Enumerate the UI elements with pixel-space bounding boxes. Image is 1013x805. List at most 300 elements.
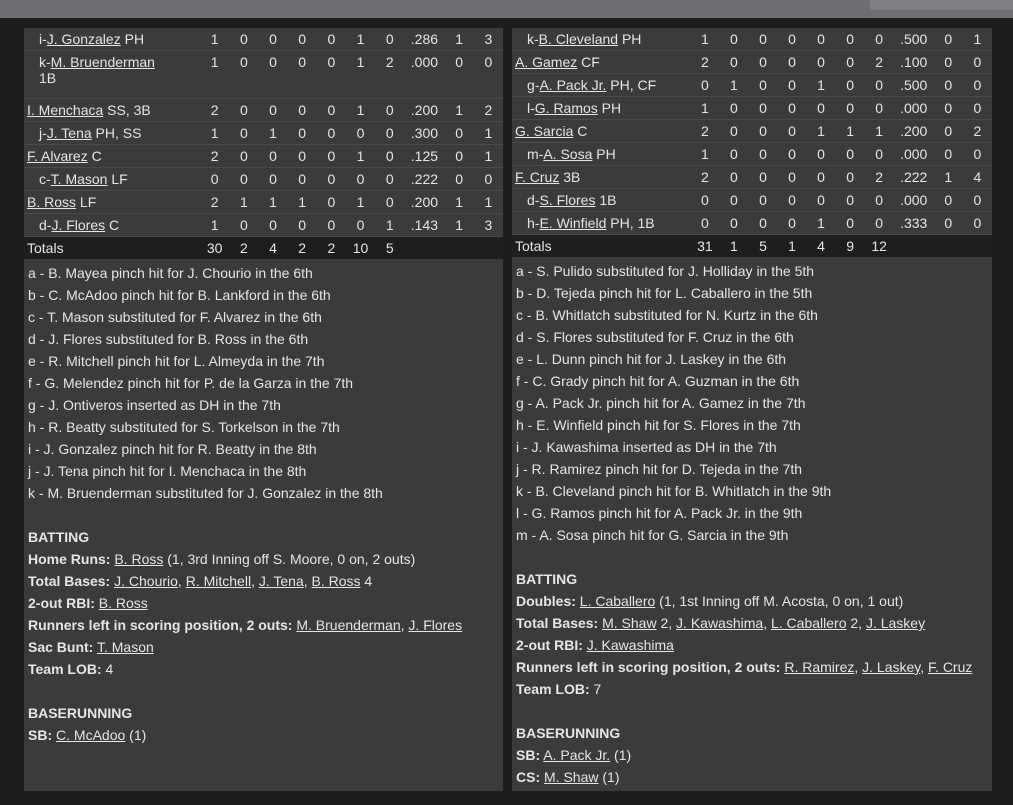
stat-cell: 0 [963,51,992,74]
table-row [512,212,992,235]
stat-cell: 0 [346,122,375,145]
substitution-note: b - C. McAdoo pinch hit for B. Lankford in the 6th [28,287,331,303]
substitution-note: a - S. Pulido substituted for J. Holliday in the 5th [516,263,815,279]
stat-cell: 0 [690,189,719,212]
stat-cell: 2 [690,51,719,74]
table-row [512,97,992,120]
stat-text: (1) [610,747,632,763]
stat-cell: 1 [258,191,287,214]
stat-cell: 0 [719,166,748,189]
substitution-note: d - J. Flores substituted for B. Ross in the 6th [28,331,309,347]
batting-stat-line [516,656,992,678]
player-link[interactable]: J. Kawashima [586,637,674,653]
stat-cell: 1 [346,28,375,51]
stat-cell: .000 [894,97,934,120]
stat-cell: .000 [894,189,934,212]
stat-cell: 0 [229,145,258,168]
player-position: 3B [559,169,581,185]
baserunning-stat-line [516,766,992,788]
player-link[interactable]: M. Bruenderman [296,617,401,633]
stat-label: Team LOB: [516,681,590,697]
stat-cell: 1 [288,191,317,214]
player-link[interactable]: R. Ramirez [784,659,855,675]
stat-text: (1) [598,769,620,785]
player-link[interactable]: A. Sosa [543,146,593,162]
stat-text: , [177,573,186,589]
stat-label: Doubles: [516,593,576,609]
totals-cell: 2 [288,237,317,260]
substitution-note: h - E. Winfield pinch hit for S. Flores in the 7th [516,417,801,433]
totals-cell [445,237,474,260]
stat-cell: 0 [690,212,719,235]
stat-cell: 0 [288,51,317,99]
stat-cell: 0 [934,28,963,51]
baserunning-stat-line [28,724,503,746]
totals-cell: 12 [865,235,894,258]
player-cell [512,74,690,97]
stat-cell: 0 [934,120,963,143]
totals-cell [404,237,444,260]
stat-cell: .000 [404,51,444,99]
stat-cell: 0 [748,212,777,235]
player-link[interactable]: F. Cruz [928,659,973,675]
sub-letter: d- [527,192,540,208]
stat-cell: 0 [836,212,865,235]
stat-cell: 0 [865,189,894,212]
stat-text: 2, [656,615,677,631]
stat-label: CS: [516,769,541,785]
totals-label: Totals [512,235,690,258]
stat-label: Home Runs: [28,551,111,567]
table-row [24,191,503,214]
stat-cell: 0 [934,212,963,235]
stat-cell: 0 [865,97,894,120]
spacer [28,680,503,702]
stat-cell: .000 [894,143,934,166]
stat-cell: 0 [719,212,748,235]
stat-cell: 2 [375,51,404,99]
stat-cell: 0 [836,189,865,212]
stat-cell: 0 [865,74,894,97]
stat-cell: 0 [963,143,992,166]
stat-text: , [303,573,312,589]
stat-cell: 0 [317,214,346,237]
stat-cell: 0 [474,168,503,191]
player-link[interactable]: R. Mitchell [185,573,252,589]
stat-cell: 0 [748,143,777,166]
stat-label: SB: [28,727,53,743]
player-position: PH, 1B [606,215,655,231]
stat-cell: 0 [719,97,748,120]
stat-cell: 2 [200,145,229,168]
totals-cell: 1 [778,235,807,258]
stat-text: , [763,615,771,631]
stat-cell: 0 [748,51,777,74]
stat-cell: 0 [807,97,836,120]
batting-stat-line [28,592,503,614]
player-link[interactable]: F. Alvarez [27,148,88,164]
batting-stat-line [28,570,503,592]
stat-cell: 1 [474,191,503,214]
totals-row [24,237,503,260]
stat-cell: 0 [807,51,836,74]
sub-letter: d- [39,217,52,233]
totals-cell: 30 [200,237,229,260]
substitution-note: c - T. Mason substituted for F. Alvarez in the 6th [28,309,322,325]
stat-label: Runners left in scoring position, 2 outs: [28,617,293,633]
player-link[interactable]: C. McAdoo [56,727,126,743]
substitution-note: m - A. Sosa pinch hit for G. Sarcia in the 9th [516,527,789,543]
stat-cell: 0 [778,97,807,120]
player-link[interactable]: J. Laskey [862,659,921,675]
stat-cell: 0 [317,191,346,214]
batting-heading: BATTING [516,571,578,587]
stat-cell: 0 [748,120,777,143]
batting-stat-line [516,634,992,656]
stat-cell: 0 [258,214,287,237]
stat-cell: 1 [865,120,894,143]
stat-cell: 1 [375,214,404,237]
player-link[interactable]: B. Ross [98,595,148,611]
player-link[interactable]: G. Ramos [534,100,598,116]
sub-letter: c- [39,171,51,187]
stat-cell: .286 [404,28,444,51]
player-link[interactable]: J. Gonzalez [46,31,121,47]
batting-heading: BATTING [28,529,90,545]
batting-table [512,28,992,257]
stat-cell: 1 [807,74,836,97]
substitution-note: e - R. Mitchell pinch hit for L. Almeyda in the 7th [28,353,325,369]
player-position: PH [592,146,616,162]
batting-stat-line [28,614,503,636]
stat-cell: 0 [229,214,258,237]
player-position: PH [597,100,622,116]
stat-cell: 0 [748,189,777,212]
stat-label: Team LOB: [28,661,102,677]
totals-cell [963,235,992,258]
player-link[interactable]: T. Mason [50,171,108,187]
stat-cell: 0 [807,143,836,166]
stat-cell: 1 [200,122,229,145]
substitution-note: l - G. Ramos pinch hit for A. Pack Jr. in the 9th [516,505,803,521]
stat-cell: 0 [778,51,807,74]
player-link[interactable]: A. Gamez [515,54,578,70]
sub-letter: i- [39,31,47,47]
totals-cell: 2 [317,237,346,260]
stat-cell: 1 [690,143,719,166]
player-link[interactable]: B. Ross [114,551,164,567]
player-cell [24,168,200,191]
stat-cell: 0 [836,97,865,120]
player-link[interactable]: B. Cleveland [538,31,619,47]
player-position: SS, 3B [103,102,151,118]
player-cell [24,99,200,122]
batting-table [24,28,503,259]
player-link[interactable]: B. Ross [27,194,77,210]
player-position: C [573,123,588,139]
table-row [512,143,992,166]
stat-cell: .200 [404,99,444,122]
player-cell [512,51,690,74]
player-cell [24,145,200,168]
stat-label: Sac Bunt: [28,639,94,655]
table-row [512,51,992,74]
stat-cell: 0 [258,168,287,191]
stat-cell: 0 [317,122,346,145]
baserunning-stat-line [516,744,992,766]
stat-cell: 0 [807,28,836,51]
sub-letter: j- [39,125,47,141]
stat-cell: 0 [258,99,287,122]
stat-cell: 0 [375,99,404,122]
stat-cell: 1 [836,120,865,143]
stat-cell: 0 [748,166,777,189]
stat-cell: 0 [258,28,287,51]
stat-cell: 1 [719,74,748,97]
stat-cell: 1 [229,191,258,214]
substitution-note: j - R. Ramirez pinch hit for D. Tejeda in the 7th [516,461,803,477]
stat-cell: .200 [404,191,444,214]
table-row [24,28,503,51]
spacer [516,700,992,722]
stat-cell: 0 [778,120,807,143]
player-cell [512,189,690,212]
batting-stat-line [28,548,503,570]
stat-text: 7 [589,681,602,697]
substitution-note: g - A. Pack Jr. pinch hit for A. Gamez in the 7th [516,395,806,411]
stat-cell: 2 [474,99,503,122]
stat-cell: 0 [719,28,748,51]
stat-cell: .143 [404,214,444,237]
batting-stat-line [28,636,503,658]
player-link[interactable]: A. Pack Jr. [539,77,607,93]
stat-cell: 0 [346,214,375,237]
stat-cell: .222 [404,168,444,191]
substitution-note: c - B. Whitlatch substituted for N. Kurtz in the 6th [516,307,818,323]
stat-cell: 0 [865,28,894,51]
stat-cell: 2 [690,166,719,189]
stat-cell: 0 [748,74,777,97]
substitution-note: k - B. Cleveland pinch hit for B. Whitlatch in the 9th [516,483,832,499]
stat-cell: 0 [258,145,287,168]
stat-text: (1) [125,727,147,743]
substitution-note: g - J. Ontiveros inserted as DH in the 7th [28,397,281,413]
stat-cell: 0 [474,51,503,99]
stat-cell: 0 [778,166,807,189]
substitution-note: h - R. Beatty substituted for S. Torkelson in the 7th [28,419,340,435]
stat-cell: 0 [778,189,807,212]
stat-cell: 0 [288,145,317,168]
sub-letter: k- [527,31,539,47]
stat-cell: 1 [346,99,375,122]
player-link[interactable]: J. Flores [51,217,106,233]
totals-cell [474,237,503,260]
stat-cell: 0 [963,189,992,212]
stat-cell: 0 [963,97,992,120]
stat-cell: 0 [836,74,865,97]
player-cell [512,143,690,166]
stat-cell: 2 [865,166,894,189]
top-bar-tab [870,0,1013,10]
player-link[interactable]: J. Kawashima [676,615,764,631]
stat-label: Total Bases: [28,573,111,589]
player-link[interactable]: L. Caballero [770,615,847,631]
player-link[interactable]: J. Laskey [865,615,926,631]
stat-cell: 1 [346,51,375,99]
stat-cell: 0 [748,97,777,120]
baserunning-heading: BASERUNNING [516,725,621,741]
stat-cell: 3 [474,214,503,237]
stat-cell: 0 [836,28,865,51]
stat-text: , [854,659,863,675]
player-link[interactable]: B. Ross [311,573,361,589]
stat-cell: 0 [778,212,807,235]
stat-cell: 0 [934,143,963,166]
batting-stat-line [516,590,992,612]
totals-cell: 1 [719,235,748,258]
player-link[interactable]: J. Tena [258,573,304,589]
player-link[interactable]: E. Winfield [539,215,607,231]
player-cell [512,120,690,143]
stat-cell: 0 [963,212,992,235]
stat-cell: 0 [346,168,375,191]
stat-cell: 0 [229,28,258,51]
totals-cell: 5 [748,235,777,258]
stat-cell: 0 [836,51,865,74]
stat-cell: .300 [404,122,444,145]
stat-cell: 0 [375,168,404,191]
stat-cell: 0 [719,189,748,212]
player-cell [512,97,690,120]
stat-cell: 2 [963,120,992,143]
table-row [512,120,992,143]
stat-cell: 0 [317,51,346,99]
player-cell [24,51,200,99]
stat-cell: 0 [778,28,807,51]
player-link[interactable]: M. Bruenderman [50,54,155,70]
stat-cell: 0 [375,145,404,168]
stat-text: 4 [101,661,114,677]
table-row [24,168,503,191]
player-position: PH, CF [606,77,657,93]
totals-cell [894,235,934,258]
stat-cell: 1 [445,191,474,214]
stat-text: 2, [846,615,866,631]
sub-letter: l- [527,100,535,116]
substitution-note: f - C. Grady pinch hit for A. Guzman in the 6th [516,373,800,389]
player-link[interactable]: G. Sarcia [515,123,574,139]
stat-cell: 1 [346,145,375,168]
stat-cell: 0 [445,122,474,145]
stat-cell: 1 [346,191,375,214]
player-position: PH [618,31,642,47]
stat-label: 2-out RBI: [28,595,95,611]
stat-cell: 0 [200,168,229,191]
baserunning-heading: BASERUNNING [28,705,133,721]
player-link[interactable]: I. Menchaca [27,102,104,118]
stat-cell: 0 [807,189,836,212]
stat-cell: 0 [865,212,894,235]
stat-cell: 0 [375,122,404,145]
stat-cell: 0 [229,122,258,145]
player-cell [24,28,200,51]
stat-cell: .500 [894,28,934,51]
away-box-score-panel [24,28,503,791]
player-link[interactable]: S. Flores [539,192,596,208]
substitution-note: i - J. Kawashima inserted as DH in the 7th [516,439,777,455]
stat-cell: .125 [404,145,444,168]
player-cell [24,122,200,145]
table-row [24,122,503,145]
stat-cell: .333 [894,212,934,235]
stat-cell: 0 [317,145,346,168]
substitution-note: e - L. Dunn pinch hit for J. Laskey in the 6th [516,351,787,367]
window-top-bar [0,0,1013,18]
stat-text: , [251,573,259,589]
totals-cell: 9 [836,235,865,258]
player-link[interactable]: M. Shaw [602,615,657,631]
stat-label: Runners left in scoring position, 2 outs: [516,659,781,675]
totals-cell: 31 [690,235,719,258]
stat-cell: .222 [894,166,934,189]
stat-cell: 0 [375,28,404,51]
player-link[interactable]: A. Pack Jr. [543,747,611,763]
stat-cell: 0 [934,51,963,74]
totals-cell: 4 [807,235,836,258]
stat-cell: .500 [894,74,934,97]
stat-cell: 0 [934,189,963,212]
stat-cell: 0 [317,28,346,51]
stat-cell: 0 [719,143,748,166]
batting-stat-line [28,658,503,680]
stat-cell: 1 [934,166,963,189]
stat-cell: 2 [690,120,719,143]
sub-letter: k- [39,54,51,70]
spacer [516,546,992,568]
substitution-note: j - J. Tena pinch hit for I. Menchaca in the 8th [28,463,307,479]
table-row [24,214,503,237]
player-link[interactable]: F. Cruz [515,169,560,185]
player-position: PH, SS [91,125,142,141]
stat-cell: 0 [288,122,317,145]
stat-cell: 1 [690,28,719,51]
player-link[interactable]: J. Flores [408,617,463,633]
player-position: C [105,217,120,233]
player-link[interactable]: J. Tena [46,125,92,141]
stat-cell: 0 [934,97,963,120]
stat-cell: 0 [719,120,748,143]
stat-cell: 0 [865,143,894,166]
player-cell [24,214,200,237]
player-cell [24,191,200,214]
player-position: LF [107,171,128,187]
player-link[interactable]: M. Shaw [544,769,599,785]
sub-letter: g- [527,77,540,93]
player-link[interactable]: L. Caballero [579,593,656,609]
stat-cell: 1 [690,97,719,120]
stat-cell: 2 [200,191,229,214]
player-link[interactable]: T. Mason [96,639,154,655]
stat-cell: .100 [894,51,934,74]
stat-cell: 4 [963,166,992,189]
stat-cell: 0 [445,168,474,191]
player-link[interactable]: J. Chourio [114,573,178,589]
totals-cell: 10 [346,237,375,260]
stat-label: SB: [516,747,541,763]
stat-cell: 0 [807,166,836,189]
stat-text: , [400,617,409,633]
stat-cell: 0 [229,51,258,99]
